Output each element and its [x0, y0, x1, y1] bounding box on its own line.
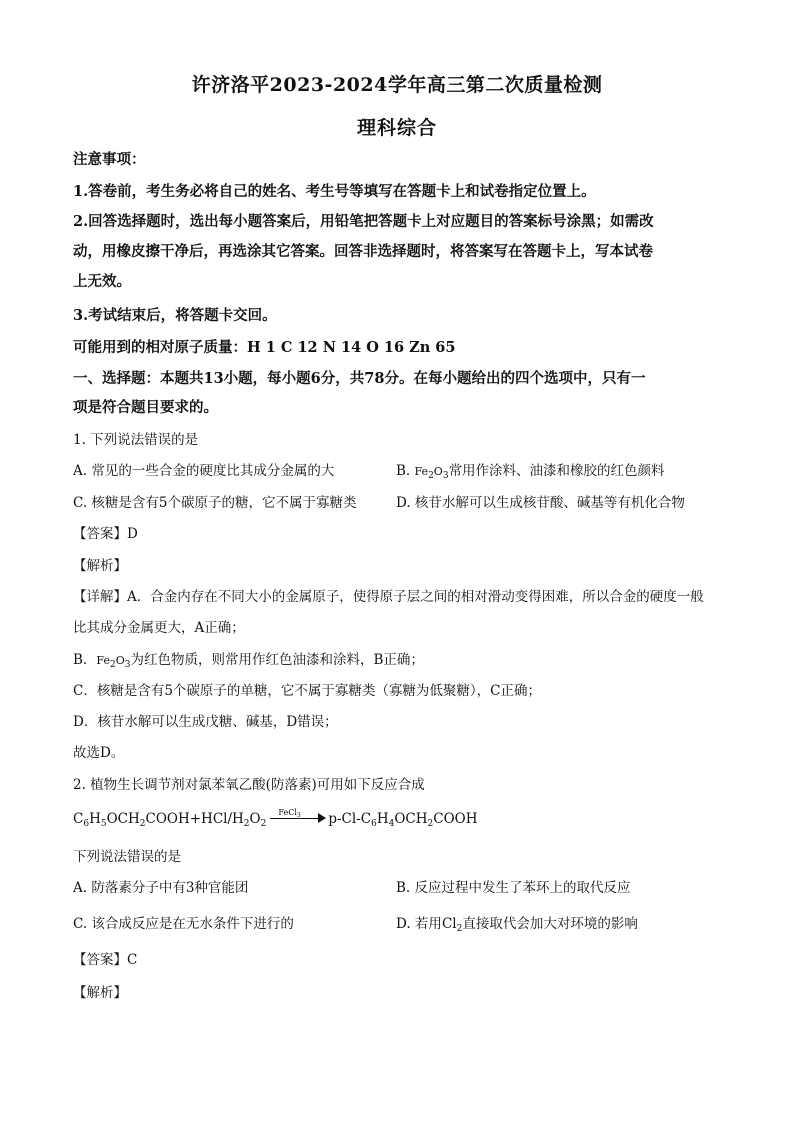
- q1-detail-line-2: 比其成分金属更大，A正确；: [73, 620, 245, 636]
- q1-stem: 1. 下列说法错误的是: [73, 432, 199, 448]
- section-heading-line-1: 一、选择题：本题共13小题，每小题6分，共78分。在每小题给出的四个选项中，只有一: [73, 370, 646, 387]
- notice-item-2-line-3: 上无效。: [73, 273, 131, 290]
- q2-reactants: $C_6H_5OCH_2COOH+HCl/H_2O_2$: [73, 811, 267, 829]
- q1-option-a: A. 常见的一些合金的硬度比其成分金属的大: [73, 463, 335, 479]
- q2-option-b: B. 反应过程中发生了苯环上的取代反应: [396, 880, 631, 896]
- q1-answer: 【答案】D: [73, 526, 138, 542]
- q2-analysis-label: 【解析】: [73, 985, 127, 1001]
- q1-detail-line-1: 【详解】A．合金内存在不同大小的金属原子，使得原子层之间的相对滑动变得困难，所以合金的硬度一般: [73, 589, 704, 605]
- section-heading-line-2: 项是符合题目要求的。: [73, 399, 218, 416]
- q1-option-b: B. $Fe_2O_3$常用作涂料、油漆和橡胶的红色颜料: [396, 463, 665, 481]
- notice-heading: 注意事项：: [73, 151, 146, 168]
- q1-detail-b: B．$Fe_2O_3$为红色物质，则常用作红色油漆和涂料，B正确；: [73, 652, 424, 670]
- q2-stem: 2. 植物生长调节剂对氯苯氧乙酸(防落素)可用如下反应合成: [73, 777, 425, 793]
- notice-item-2-line-2: 动，用橡皮擦干净后，再选涂其它答案。回答非选择题时，将答案写在答题卡上，写本试卷: [73, 243, 653, 260]
- q1-detail-c: C．核糖是含有5个碳原子的单糖，它不属于寡糖类（寡糖为低聚糖），C正确；: [73, 683, 541, 699]
- q1-option-d: D. 核苷水解可以生成核苷酸、碱基等有机化合物: [396, 495, 685, 511]
- notice-item-1: 1.答卷前，考生务必将自己的姓名、考生号等填写在答题卡上和试卷指定位置上。: [73, 183, 596, 200]
- q1-option-c: C. 核糖是含有5个碳原子的糖，它不属于寡糖类: [73, 495, 357, 511]
- notice-item-3: 3.考试结束后，将答题卡交回。: [73, 307, 277, 324]
- reaction-arrow-icon: [268, 809, 326, 825]
- exam-title: 许济洛平2023-2024学年高三第二次质量检测: [191, 74, 603, 96]
- exam-subtitle: 理科综合: [356, 117, 437, 139]
- q2-option-d: D. 若用$Cl_2$直接取代会加大对环境的影响: [396, 916, 638, 934]
- notice-item-2-line-1: 2.回答选择题时，选出每小题答案后，用铅笔把答题卡上对应题目的答案标号涂黑；如需改: [73, 213, 654, 230]
- q2-reaction-equation: [73, 809, 478, 829]
- q1-detail-d: D．核苷水解可以生成戊糖、碱基，D错误；: [73, 714, 338, 730]
- q2-ask: 下列说法错误的是: [73, 849, 181, 865]
- q2-product: $p-Cl-C_6H_4OCH_2COOH$: [328, 811, 478, 829]
- q2-answer: 【答案】C: [73, 952, 138, 968]
- q1-analysis-label: 【解析】: [73, 558, 127, 574]
- q2-option-c: C. 该合成反应是在无水条件下进行的: [73, 916, 294, 932]
- catalyst-label: FeCl$_3$: [278, 808, 301, 819]
- q1-conclusion: 故选D。: [73, 745, 125, 761]
- q2-option-a: A. 防落素分子中有3种官能团: [73, 880, 249, 896]
- atomic-mass-line: 可能用到的相对原子质量：H 1 C 12 N 14 O 16 Zn 65: [73, 339, 456, 356]
